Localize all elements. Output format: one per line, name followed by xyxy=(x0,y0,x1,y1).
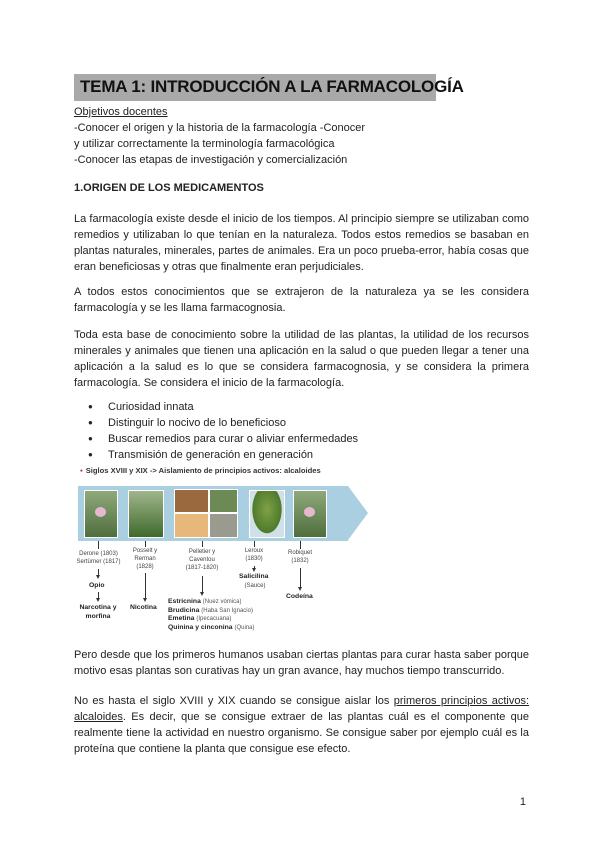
objectives-heading: Objetivos docentes xyxy=(74,106,168,118)
timeline-band xyxy=(78,486,348,541)
product-label: Opio xyxy=(89,582,105,589)
product-label: Narcotina y morfina xyxy=(79,604,117,620)
source-label: (Sauce) xyxy=(244,583,266,589)
paragraph: Pero desde que los primeros humanos usaban ciertas plantas para curar hasta saber porque motivo esas plantas son curativas hay un gran avance, hay muchos tiempo transcurrido. xyxy=(74,649,529,677)
alkaloids-timeline-figure xyxy=(74,465,394,635)
nux-vomica-photo xyxy=(174,489,209,513)
underlined-term: primeros principios activos: alcaloides xyxy=(74,695,529,723)
paragraph: A todos estos conocimientos que se extrajeron de la naturaleza ya se les considera farmacología y se les llama farmacognosia. xyxy=(74,286,529,314)
page-number: 1 xyxy=(519,796,526,808)
paragraph: No es hasta el siglo XVIII y XIX cuando se consigue aislar los primeros principios activos: alcaloides. Es decir, que se consigue extraer de las plantas cuál es el componente que realmente tiene la actividad en nuestro organismo. Se consigue saber por ejemplo cuál es la proteína que contiene la planta que consigue ese efecto. xyxy=(74,695,529,755)
product-label: Nicotina xyxy=(130,604,157,611)
bullet-item: ● Transmisión de generación en generación xyxy=(88,447,529,463)
discoverer-label: Robiquet (1832) xyxy=(287,550,313,564)
bullet-list xyxy=(88,399,529,463)
pelletier-products: Estricnina (Nuez vómica) Brudicina (Haba San Ignacio) Emetina (Ipecacuana) Quinina y cinconina (Quina) xyxy=(168,598,255,631)
discoverer-label: Derone (1803) Sertürner (1817) xyxy=(76,551,121,565)
page-title: TEMA 1: INTRODUCCIÓN A LA FARMACOLOGÍA xyxy=(80,77,464,96)
bullet-item: ● Curiosidad innata xyxy=(88,399,529,415)
product-label: Salicilina xyxy=(239,573,269,580)
discoverer-label: Pelletier y Caventou (1817-1820) xyxy=(185,549,219,571)
paragraph: La farmacología existe desde el inicio de los tiempos. Al principio siempre se utilizaban como remedios y utilizaban lo que tenían en la naturaleza. Todos estos remedios se basaban en plantas naturales, minerales, partes de animales. Era un poco prueba-error, había cosas que eran beneficiosas y otras que finalmente eran perjudiciales. xyxy=(74,213,529,273)
discoverer-label: Posselt y Rerman (1828) xyxy=(132,548,158,570)
figure-caption: ▪ Siglos XVIII y XIX -> Aislamiento de principios activos: alcaloides xyxy=(80,466,321,475)
poppy-photo xyxy=(84,490,118,538)
ipecac-photo xyxy=(209,489,238,513)
bark-photo xyxy=(209,513,238,538)
poppy-photo xyxy=(293,490,327,538)
bullet-item: ● Buscar remedios para curar o aliviar enfermedades xyxy=(88,431,529,447)
objective-line: y utilizar correctamente la terminología farmacológica xyxy=(74,138,335,150)
willow-photo xyxy=(249,490,285,538)
section-heading: 1.ORIGEN DE LOS MEDICAMENTOS xyxy=(74,182,264,194)
beans-photo xyxy=(174,513,209,538)
objective-line: -Conocer las etapas de investigación y comercialización xyxy=(74,154,348,166)
discoverer-label: Leroux (1830) xyxy=(244,548,264,562)
product-label: Codeína xyxy=(286,593,313,600)
title-banner xyxy=(74,74,464,101)
content-column xyxy=(74,74,529,757)
bullet-item: ● Distinguir lo nocivo de lo beneficioso xyxy=(88,415,529,431)
paragraph: Toda esta base de conocimiento sobre la utilidad de las plantas, la utilidad de los recursos minerales y animales que tienen una aplicación en la salud o que pueden llegar a tener una aplicación a la salud es lo que se considera farmacognosia, y se considera la primera farmacología. Se considera el inicio de la farmacología. xyxy=(74,329,529,389)
timeline-arrow-tip xyxy=(348,486,368,540)
objective-line: -Conocer el origen y la historia de la farmacología -Conocer xyxy=(74,122,366,134)
tobacco-photo xyxy=(128,490,164,538)
